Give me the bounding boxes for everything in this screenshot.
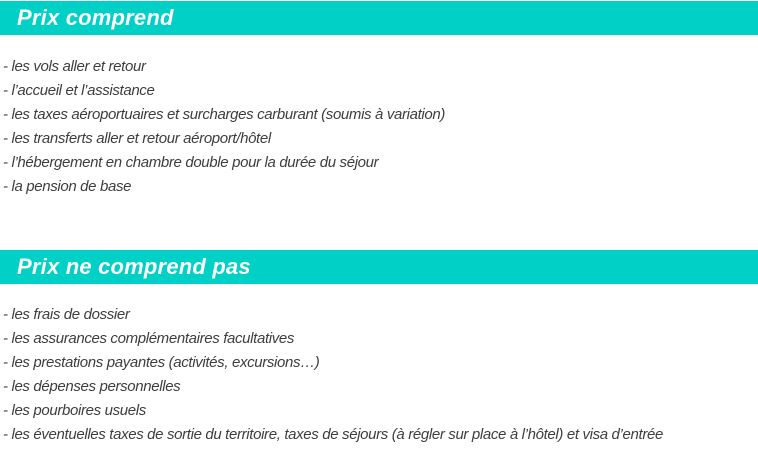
list-item: - les transferts aller et retour aéroport/hôtel	[3, 130, 271, 147]
price-excludes-header	[0, 250, 758, 284]
list-item: - les taxes aéroportuaires et surcharges carburant (soumis à variation)	[3, 106, 446, 123]
list-item: - les frais de dossier	[3, 306, 130, 323]
list-item: - les éventuelles taxes de sortie du territoire, taxes de séjours (à régler sur place à l’hôtel) et visa d’entrée	[3, 426, 663, 443]
section-title: Prix ne comprend pas	[17, 254, 251, 279]
list-item: - l’accueil et l’assistance	[3, 82, 155, 99]
list-item: - les prestations payantes (activités, excursions…)	[3, 354, 320, 371]
list-item: - l’hébergement en chambre double pour la durée du séjour	[3, 154, 379, 171]
list-item: - les pourboires usuels	[3, 402, 146, 419]
list-item: - les vols aller et retour	[3, 58, 146, 75]
list-item: - les dépenses personnelles	[3, 378, 181, 395]
list-item: - les assurances complémentaires facultatives	[3, 330, 295, 347]
price-excludes-list	[3, 303, 758, 447]
list-item: - la pension de base	[3, 178, 132, 195]
section-title: Prix comprend	[17, 5, 174, 30]
price-includes-list	[3, 55, 758, 199]
price-includes-header	[0, 1, 758, 35]
